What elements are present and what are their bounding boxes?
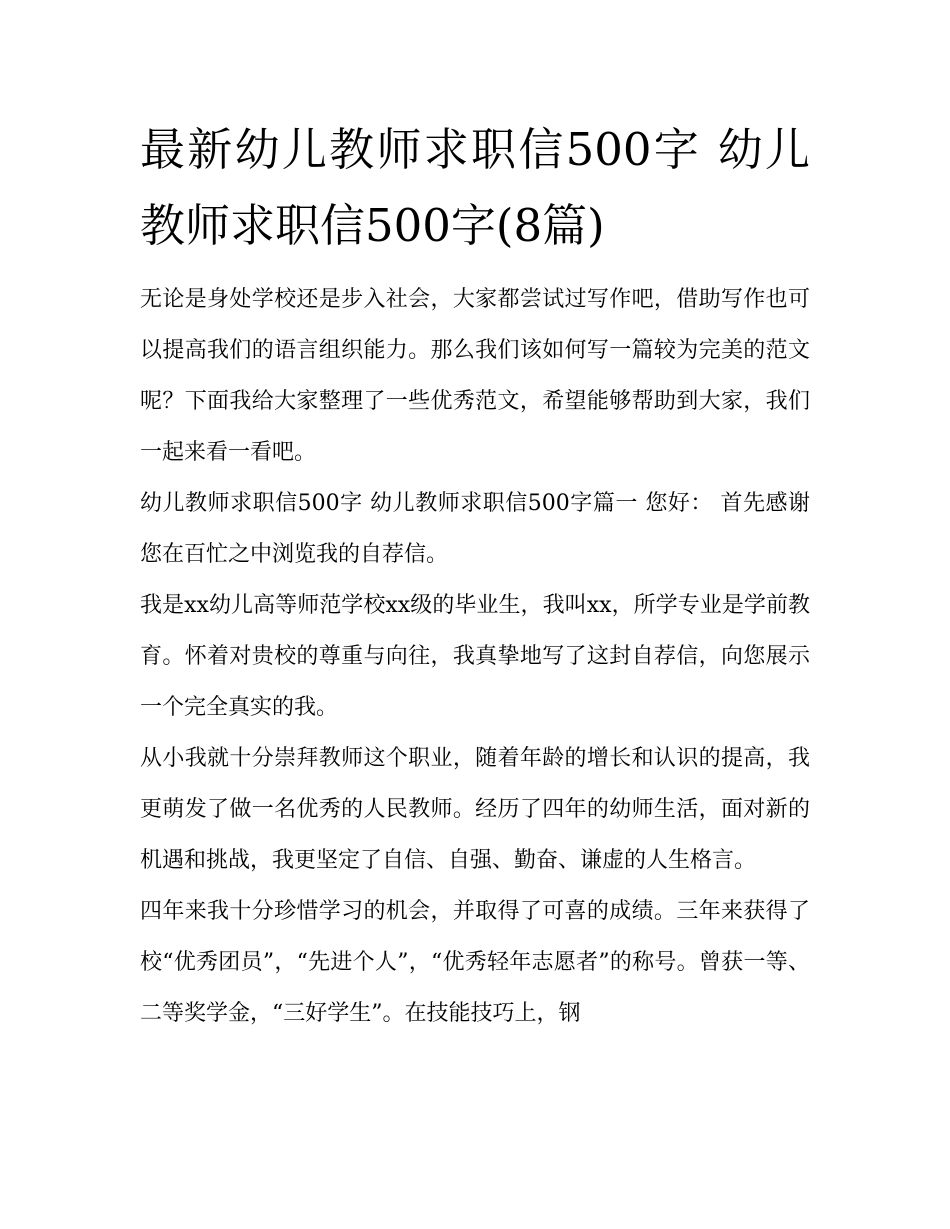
document-title: 最新幼儿教师求职信500字 幼儿教师求职信500字(8篇) (140, 123, 810, 252)
paragraph-achievements: 四年来我十分珍惜学习的机会，并取得了可喜的成绩。三年来获得了校“优秀团员”，“先进个人”，“优秀轻年志愿者”的称号。曾获一等、二等奖学金，“三好学生”。在技能技巧上，钢 (140, 899, 810, 1026)
paragraph-greeting: 幼儿教师求职信500字 幼儿教师求职信500字篇一 您好： 首先感谢您在百忙之中浏览我的自荐信。 (140, 491, 810, 567)
paragraph-self-intro: 我是xx幼儿高等师范学校xx级的毕业生，我叫xx，所学专业是学前教育。怀着对贵校的尊重与向往，我真挚地写了这封自荐信，向您展示一个完全真实的我。 (140, 593, 810, 720)
paragraph-aspiration: 从小我就十分崇拜教师这个职业，随着年龄的增长和认识的提高，我更萌发了做一名优秀的人民教师。经历了四年的幼师生活，面对新的机遇和挑战，我更坚定了自信、自强、勤奋、谦虚的人生格言。 (140, 746, 810, 873)
paragraph-intro: 无论是身处学校还是步入社会，大家都尝试过写作吧，借助写作也可以提高我们的语言组织能力。那么我们该如何写一篇较为完美的范文呢？下面我给大家整理了一些优秀范文，希望能够帮助到大家，我们一起来看一看吧。 (140, 287, 810, 465)
document-body (140, 112, 810, 1039)
